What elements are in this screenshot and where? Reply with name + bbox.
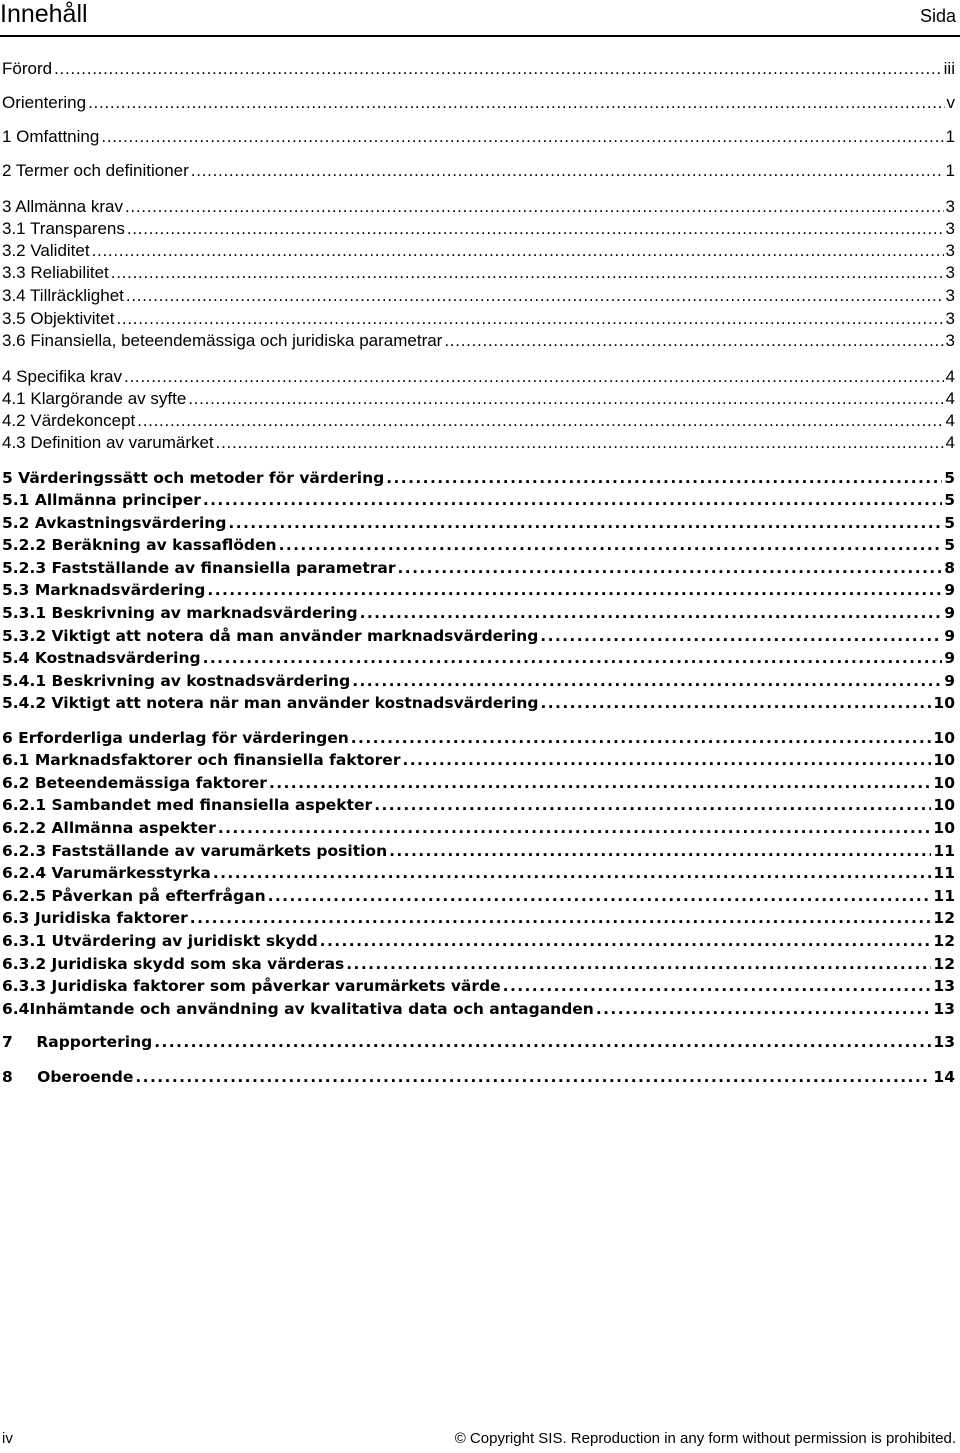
- toc-entry-page: 13: [933, 977, 955, 995]
- toc-entry[interactable]: [2, 467, 955, 489]
- toc-entry-label: 3.1 Transparens: [2, 219, 125, 238]
- toc-entry-page: 12: [933, 932, 955, 950]
- toc-entry-page: 5: [944, 469, 955, 487]
- toc-entry-page: 4: [945, 389, 955, 408]
- dot-leader: [596, 998, 932, 1020]
- toc-entry-page: 5: [944, 514, 955, 532]
- toc-entry[interactable]: [2, 647, 955, 669]
- toc-entry-label: 3.4 Tillräcklighet: [2, 286, 124, 305]
- dot-leader: [203, 489, 942, 511]
- toc-entry-label: 4.2 Värdekoncept: [2, 411, 136, 430]
- dot-leader: [116, 308, 943, 330]
- dot-leader: [135, 1066, 931, 1088]
- toc-entry-number: 6.4: [2, 1000, 30, 1018]
- toc-entry[interactable]: [2, 432, 955, 454]
- toc-entry-label: 5 Värderingssätt och metoder för värdering: [2, 469, 385, 487]
- toc-entry-page: 14: [933, 1068, 955, 1086]
- toc-entry-page: 5: [944, 536, 955, 554]
- toc-entry[interactable]: [2, 817, 955, 839]
- toc-entry-page: 3: [945, 331, 955, 350]
- toc-entry[interactable]: [2, 196, 955, 218]
- toc-entry-page: 4: [945, 411, 955, 430]
- toc-entry-label: 5.2.3 Fastställande av finansiella parametrar: [2, 559, 396, 577]
- dot-leader: [54, 58, 942, 80]
- dot-leader: [228, 512, 942, 534]
- page-column-label: Sida: [919, 6, 956, 26]
- toc-entry-page: 9: [944, 672, 955, 690]
- dot-leader: [101, 126, 943, 148]
- toc-entry-label: 6.2.5 Påverkan på efterfrågan: [2, 887, 266, 905]
- toc-entry-label: 5.4.2 Viktigt att notera när man använder kostnadsvärdering: [2, 694, 539, 712]
- dot-leader: [360, 602, 943, 624]
- toc-entry-page: 4: [945, 367, 955, 386]
- toc-entry-label: 3.6 Finansiella, beteendemässiga och juridiska parametrar: [2, 331, 443, 350]
- dot-leader: [346, 953, 931, 975]
- toc-entry-page: 10: [933, 751, 955, 769]
- toc-entry-page: 1: [945, 161, 955, 180]
- dot-leader: [268, 885, 932, 907]
- toc-entry-label: 4.3 Definition av varumärket: [2, 433, 214, 452]
- toc-entry[interactable]: [2, 126, 955, 148]
- toc-entry-page: 3: [945, 286, 955, 305]
- toc-entry[interactable]: [2, 366, 955, 388]
- toc-entry-page: 12: [933, 909, 955, 927]
- toc-entry-page: 13: [933, 1000, 955, 1018]
- toc-entry-label: 5.4.1 Beskrivning av kostnadsvärdering: [2, 672, 351, 690]
- footer-copyright: © Copyright SIS. Reproduction in any form without permission is prohibited.: [454, 1430, 956, 1447]
- toc-entry[interactable]: [2, 930, 955, 952]
- dot-leader: [216, 432, 944, 454]
- toc-entry[interactable]: [2, 308, 955, 330]
- toc-entry-page: 13: [933, 1033, 955, 1051]
- toc-entry-page: 11: [933, 842, 955, 860]
- dot-leader: [374, 794, 931, 816]
- toc-entry[interactable]: [2, 512, 955, 534]
- dot-leader: [352, 670, 942, 692]
- toc-entry-label: 5.4 Kostnadsvärdering: [2, 649, 201, 667]
- toc-entry[interactable]: [2, 907, 955, 929]
- toc-entry[interactable]: [2, 330, 955, 352]
- toc-entry-page: 4: [945, 433, 955, 452]
- toc-entry-label: 5.1 Allmänna principer: [2, 491, 201, 509]
- toc-entry-page: 10: [933, 796, 955, 814]
- toc-entry-page: v: [946, 93, 955, 112]
- toc-entry-label: Rapportering: [36, 1033, 153, 1051]
- dot-leader: [213, 862, 932, 884]
- toc-entry-page: 3: [945, 263, 955, 282]
- toc-entry-page: 9: [944, 649, 955, 667]
- toc-entry-label: 6.2.2 Allmänna aspekter: [2, 819, 216, 837]
- dot-leader: [125, 196, 944, 218]
- toc-entry[interactable]: [2, 885, 955, 907]
- toc-entry[interactable]: [2, 670, 955, 692]
- toc-entry-page: 11: [933, 887, 955, 905]
- toc-entry-page: 9: [944, 581, 955, 599]
- toc-entry-label: 5.3.1 Beskrivning av marknadsvärdering: [2, 604, 358, 622]
- toc-entry-page: 10: [933, 729, 955, 747]
- dot-leader: [398, 557, 943, 579]
- toc-entry-page: 10: [933, 774, 955, 792]
- toc-entry-number: 8: [2, 1068, 13, 1086]
- dot-leader: [127, 218, 944, 240]
- toc-entry-label: 4.1 Klargörande av syfte: [2, 389, 187, 408]
- toc-entry-label: Inhämtande och användning av kvalitativa data och antaganden: [29, 1000, 594, 1018]
- dot-leader: [386, 467, 942, 489]
- toc-entry-page: 5: [944, 491, 955, 509]
- toc-entry-page: 3: [945, 241, 955, 260]
- dot-leader: [279, 534, 943, 556]
- toc-entry[interactable]: [2, 862, 955, 884]
- dot-leader: [203, 647, 943, 669]
- toc-entry-label: 5.2 Avkastningsvärdering: [2, 514, 227, 532]
- toc-entry[interactable]: [2, 1066, 955, 1088]
- toc-entry-label: 6.2.1 Sambandet med finansiella aspekter: [2, 796, 373, 814]
- dot-leader: [540, 625, 942, 647]
- page-header: [0, 0, 960, 32]
- dot-leader: [154, 1031, 931, 1053]
- page-title: Innehåll: [0, 0, 88, 28]
- footer-page-number: iv: [2, 1430, 13, 1447]
- toc-entry[interactable]: [2, 953, 955, 975]
- toc-entry[interactable]: [2, 794, 955, 816]
- dot-leader: [269, 772, 931, 794]
- toc-entry-page: 11: [933, 864, 955, 882]
- toc-entry-label: 5.3.2 Viktigt att notera då man använder marknadsvärdering: [2, 627, 539, 645]
- dot-leader: [190, 907, 932, 929]
- toc-entry-label: Oberoende: [37, 1068, 134, 1086]
- toc-entry-page: 9: [944, 604, 955, 622]
- toc-entry[interactable]: [2, 240, 955, 262]
- dot-leader: [111, 262, 944, 284]
- toc-entry-label: 3.5 Objektivitet: [2, 309, 115, 328]
- toc-entry-label: 6.1 Marknadsfaktorer och finansiella faktorer: [2, 751, 401, 769]
- toc-entry[interactable]: [2, 410, 955, 432]
- toc-entry-page: iii: [943, 59, 955, 78]
- toc-entry-page: 9: [944, 627, 955, 645]
- toc-entry[interactable]: [2, 975, 955, 997]
- toc-entry[interactable]: [2, 727, 955, 749]
- dot-leader: [126, 285, 944, 307]
- toc-entry[interactable]: [2, 749, 955, 771]
- toc-entry[interactable]: [2, 160, 955, 182]
- toc-entry-label: 6.2.3 Fastställande av varumärkets position: [2, 842, 388, 860]
- toc-entry-label: 6.3.3 Juridiska faktorer som påverkar varumärkets värde: [2, 977, 501, 995]
- dot-leader: [188, 388, 943, 410]
- toc-entry-label: 6.3.2 Juridiska skydd som ska värderas: [2, 955, 345, 973]
- toc-entry-page: 12: [933, 955, 955, 973]
- toc-entry-label: 6.2.4 Varumärkesstyrka: [2, 864, 211, 882]
- dot-leader: [351, 727, 932, 749]
- toc-entry-label: Förord: [2, 59, 53, 78]
- toc-entry-label: 6.3 Juridiska faktorer: [2, 909, 188, 927]
- toc-entry-label: 3.3 Reliabilitet: [2, 263, 109, 282]
- toc-entry-page: 1: [945, 127, 955, 146]
- dot-leader: [503, 975, 932, 997]
- dot-leader: [88, 92, 944, 114]
- toc-entry[interactable]: [2, 602, 955, 624]
- toc-entry-label: 6.3.1 Utvärdering av juridiskt skydd: [2, 932, 318, 950]
- toc-entry[interactable]: [2, 262, 955, 284]
- header-divider: [0, 35, 960, 37]
- toc-entry[interactable]: [2, 557, 955, 579]
- toc-entry-label: 6.2 Beteendemässiga faktorer: [2, 774, 267, 792]
- toc-entry-page: 10: [933, 694, 955, 712]
- toc-entry[interactable]: [2, 489, 955, 511]
- dot-leader: [92, 240, 944, 262]
- dot-leader: [137, 410, 943, 432]
- toc-entry-label: 5.3 Marknadsvärdering: [2, 581, 206, 599]
- toc-entry-page: 3: [945, 219, 955, 238]
- dot-leader: [207, 579, 942, 601]
- dot-leader: [402, 749, 931, 771]
- toc-entry[interactable]: [2, 579, 955, 601]
- toc-entry-label: 5.2.2 Beräkning av kassaflöden: [2, 536, 277, 554]
- page-footer: [0, 1430, 960, 1452]
- toc-entry[interactable]: [2, 388, 955, 410]
- toc-entry-page: 3: [945, 197, 955, 216]
- dot-leader: [320, 930, 932, 952]
- toc-entry[interactable]: [2, 534, 955, 556]
- toc-entry-label: 2 Termer och definitioner: [2, 161, 189, 180]
- toc-entry-label: 1 Omfattning: [2, 127, 100, 146]
- dot-leader: [389, 840, 931, 862]
- toc-entry[interactable]: [2, 692, 955, 714]
- toc-entry[interactable]: [2, 285, 955, 307]
- toc-entry-page: 10: [933, 819, 955, 837]
- dot-leader: [191, 160, 944, 182]
- dot-leader: [444, 330, 943, 352]
- toc-entry[interactable]: [2, 218, 955, 240]
- toc-entry-number: 7: [2, 1033, 13, 1051]
- toc-entry[interactable]: [2, 1031, 955, 1053]
- toc-entry-label: Orientering: [2, 93, 87, 112]
- toc-entry[interactable]: [2, 840, 955, 862]
- toc-entry[interactable]: [2, 998, 955, 1020]
- toc-entry-label: 3 Allmänna krav: [2, 197, 123, 216]
- toc-entry-page: 3: [945, 309, 955, 328]
- toc-entry[interactable]: [2, 92, 955, 114]
- toc-entry-page: 8: [944, 559, 955, 577]
- dot-leader: [218, 817, 932, 839]
- toc-entry[interactable]: [2, 625, 955, 647]
- toc-entry[interactable]: [2, 772, 955, 794]
- dot-leader: [124, 366, 944, 388]
- toc-entry-label: 4 Specifika krav: [2, 367, 122, 386]
- dot-leader: [540, 692, 931, 714]
- toc-entry-label: 3.2 Validitet: [2, 241, 90, 260]
- toc-entry[interactable]: [2, 58, 955, 80]
- toc-entry-label: 6 Erforderliga underlag för värderingen: [2, 729, 349, 747]
